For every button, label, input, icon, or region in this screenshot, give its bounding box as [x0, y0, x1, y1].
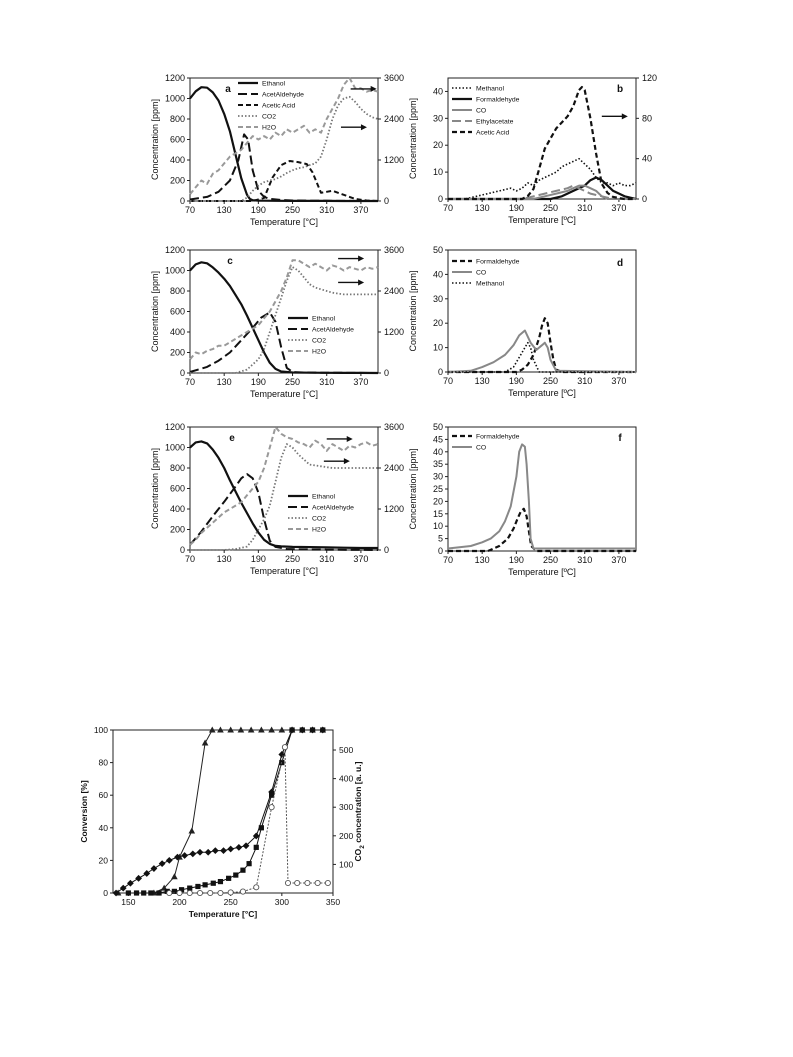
legend-label: CO2	[262, 113, 276, 121]
y-tick-label: 40	[432, 446, 443, 457]
x-tick-label: 310	[319, 554, 335, 564]
x-tick-label: 70	[184, 377, 196, 387]
x-tick-label: 250	[543, 203, 559, 213]
legend-label: H2O	[262, 124, 276, 132]
y-tick-label: 10	[432, 521, 443, 532]
y-axis-title: Concentration [ppm]	[150, 98, 160, 181]
y-tick-label: 40	[432, 269, 443, 280]
x-tick-label: 310	[577, 376, 593, 386]
x-tick-label: 310	[319, 377, 335, 387]
y-tick-label: 0	[179, 368, 185, 378]
y-tick-label: 1000	[164, 93, 185, 104]
x-axis-title: Temperature [°C]	[249, 566, 319, 576]
y-tick-label: 20	[98, 855, 108, 866]
data-point-square	[240, 868, 245, 873]
x-tick-label: 250	[543, 376, 559, 386]
y2-tick-label: 0	[384, 545, 390, 555]
y-tick-label: 200	[169, 347, 185, 358]
y-tick-label: 20	[432, 496, 443, 507]
y-tick-label: 25	[432, 484, 443, 494]
y-tick-label: 0	[179, 196, 185, 206]
data-point-square	[246, 861, 251, 866]
panel-label: f	[618, 433, 622, 444]
y-tick-label: 0	[437, 367, 443, 377]
data-point-circle	[167, 890, 172, 895]
x-tick-label: 130	[216, 377, 232, 387]
x-tick-label: 130	[474, 376, 490, 386]
x-tick-label: 190	[250, 205, 266, 215]
data-point-square	[187, 886, 192, 891]
y-tick-label: 1000	[164, 265, 185, 276]
panel-label: a	[225, 84, 231, 95]
y2-tick-label: 0	[642, 194, 648, 204]
data-point-circle	[208, 890, 213, 895]
y-tick-label: 50	[432, 245, 443, 255]
legend-label: Ethanol	[262, 80, 286, 88]
x-tick-label: 310	[319, 205, 335, 215]
legend-label: Acetic Acid	[476, 129, 510, 137]
y2-tick-label: 80	[642, 113, 653, 124]
data-point-square	[300, 727, 305, 732]
y2-axis-title-part: CO	[353, 848, 363, 862]
data-point-square	[254, 845, 259, 850]
legend-label: H2O	[312, 348, 326, 356]
panel-label: b	[616, 84, 624, 95]
y-tick-label: 200	[169, 175, 185, 186]
y2-axis-title-part: concentration [a. u.]	[353, 761, 363, 846]
y2-tick-label: 3600	[384, 422, 405, 432]
y-tick-label: 20	[432, 318, 443, 329]
x-tick-label: 190	[250, 554, 266, 564]
y-tick-label: 800	[169, 286, 185, 296]
x-tick-label: 190	[250, 377, 266, 387]
legend-label: Ethanol	[312, 493, 336, 501]
y-tick-label: 30	[432, 113, 443, 124]
y-tick-label: 50	[432, 422, 443, 432]
y2-tick-label: 3600	[384, 245, 405, 255]
data-point-square	[310, 727, 315, 732]
y2-tick-label: 2400	[384, 286, 405, 296]
y-tick-label: 30	[432, 471, 443, 482]
data-point-square	[320, 727, 325, 732]
x-tick-label: 70	[442, 203, 454, 213]
y2-tick-label: 1200	[384, 327, 405, 337]
x-tick-label: 370	[353, 205, 369, 215]
x-tick-label: 70	[184, 205, 196, 215]
y-axis-title: Concentration [ppm]	[408, 448, 418, 530]
y-tick-label: 600	[169, 483, 185, 494]
data-point-circle	[177, 890, 182, 895]
y-tick-label: 10	[432, 342, 443, 353]
y2-tick-label: 0	[384, 196, 390, 206]
y-tick-label: 20	[432, 140, 443, 151]
y2-tick-label: 400	[339, 773, 354, 784]
legend-label: CO	[476, 444, 487, 452]
x-tick-label: 350	[325, 897, 341, 907]
data-point-square	[233, 872, 238, 877]
x-tick-label: 250	[223, 897, 238, 907]
data-point-circle	[325, 880, 330, 885]
x-tick-label: 70	[442, 555, 454, 565]
x-tick-label: 130	[474, 555, 490, 565]
data-point-square	[259, 825, 264, 830]
data-point-square	[148, 890, 153, 895]
y-axis-title: Concentration [ppm]	[150, 447, 160, 530]
data-point-square	[195, 884, 200, 889]
panel-label: e	[229, 433, 235, 444]
y2-axis-title-part: 2	[359, 845, 366, 849]
y-tick-label: 800	[169, 463, 185, 473]
data-point-circle	[305, 880, 310, 885]
data-point-circle	[187, 890, 192, 895]
y-tick-label: 15	[432, 508, 443, 519]
x-tick-label: 370	[611, 555, 627, 565]
legend-label: Formaldehyde	[476, 96, 520, 104]
y-tick-label: 30	[432, 293, 443, 304]
y-tick-label: 600	[169, 134, 185, 145]
data-point-square	[289, 727, 294, 732]
data-point-square	[156, 890, 161, 895]
data-point-circle	[254, 885, 259, 890]
y-tick-label: 400	[169, 327, 185, 337]
data-point-circle	[228, 890, 233, 895]
y-tick-label: 0	[179, 545, 185, 555]
legend-label: CO2	[312, 515, 326, 523]
y-axis-title: Concentration [ppm]	[408, 270, 418, 352]
y-tick-label: 100	[93, 725, 108, 735]
x-axis-title: Temperature [°C]	[188, 909, 258, 919]
y2-tick-label: 500	[339, 745, 354, 756]
data-point-square	[211, 881, 216, 886]
y2-tick-label: 2400	[384, 114, 405, 124]
y2-tick-label: 120	[642, 73, 658, 83]
x-tick-label: 250	[543, 555, 559, 565]
legend-label: CO	[476, 107, 487, 115]
y-tick-label: 35	[432, 459, 443, 470]
data-point-square	[202, 882, 207, 887]
data-point-circle	[197, 890, 202, 895]
y-tick-label: 45	[432, 434, 443, 445]
legend-label: CO	[476, 269, 487, 277]
x-tick-label: 250	[285, 205, 301, 215]
x-tick-label: 310	[577, 203, 593, 213]
y-tick-label: 40	[432, 86, 443, 97]
x-axis-title: Temperature [°C]	[249, 217, 319, 227]
y2-tick-label: 1200	[384, 155, 405, 165]
y2-tick-label: 3600	[384, 73, 405, 83]
y2-tick-label: 40	[642, 153, 653, 164]
y-axis-title: Concentration [ppm]	[150, 270, 160, 353]
x-tick-label: 70	[442, 376, 454, 386]
x-tick-label: 250	[285, 377, 301, 387]
data-point-square	[141, 890, 146, 895]
x-tick-label: 150	[121, 897, 136, 907]
x-tick-label: 130	[216, 554, 232, 564]
x-tick-label: 370	[353, 554, 369, 564]
legend-label: Formaldehyde	[476, 258, 520, 266]
x-tick-label: 370	[611, 203, 627, 213]
data-point-circle	[285, 880, 290, 885]
data-point-circle	[282, 745, 287, 750]
x-tick-label: 130	[474, 203, 490, 213]
data-point-circle	[269, 805, 274, 810]
legend-label: CO2	[312, 337, 326, 345]
x-axis-title: Temperature [°C]	[249, 389, 319, 399]
y2-tick-label: 200	[339, 830, 354, 841]
data-point-square	[226, 876, 231, 881]
legend-label: AcetAldehyde	[262, 91, 304, 99]
x-tick-label: 70	[184, 554, 196, 564]
data-point-circle	[315, 880, 320, 885]
y2-tick-label: 1200	[384, 504, 405, 514]
x-tick-label: 130	[216, 205, 232, 215]
x-tick-label: 300	[274, 897, 289, 907]
legend-label: H2O	[312, 526, 326, 534]
legend-label: Formaldehyde	[476, 433, 520, 441]
y-tick-label: 1000	[164, 442, 185, 453]
data-point-circle	[218, 890, 223, 895]
x-tick-label: 190	[508, 203, 524, 213]
y-tick-label: 80	[98, 757, 108, 768]
legend-label: Ethanol	[312, 315, 336, 323]
y2-tick-label: 300	[339, 802, 354, 813]
y-tick-label: 800	[169, 114, 185, 124]
x-tick-label: 370	[353, 377, 369, 387]
x-axis-title: Temperature [ºC]	[508, 388, 576, 398]
y2-tick-label: 0	[384, 368, 390, 378]
y-tick-label: 5	[437, 533, 443, 544]
data-point-circle	[240, 889, 245, 894]
x-tick-label: 200	[172, 897, 187, 907]
data-point-circle	[295, 880, 300, 885]
y-tick-label: 10	[432, 167, 443, 178]
y-tick-label: 400	[169, 155, 185, 165]
x-tick-label: 310	[577, 555, 593, 565]
data-point-square	[126, 890, 131, 895]
legend-label: Acetic Acid	[262, 102, 296, 110]
legend-label: Methanol	[476, 280, 504, 288]
legend-label: Ethylacetate	[476, 118, 514, 126]
x-tick-label: 250	[285, 554, 301, 564]
y-tick-label: 600	[169, 306, 185, 317]
y2-tick-label: 2400	[384, 463, 405, 473]
x-axis-title: Temperature [ºC]	[508, 567, 576, 577]
y-tick-label: 1200	[164, 73, 185, 83]
y-tick-label: 400	[169, 504, 185, 514]
legend-label: Methanol	[476, 85, 504, 93]
x-tick-label: 370	[611, 376, 627, 386]
y-tick-label: 0	[437, 194, 443, 204]
panel-label: c	[227, 256, 233, 267]
x-tick-label: 190	[508, 555, 524, 565]
y-axis-title: Conversion [%]	[79, 780, 89, 843]
y-tick-label: 60	[98, 790, 108, 801]
legend-label: AcetAldehyde	[312, 504, 354, 512]
data-point-square	[134, 890, 139, 895]
y-tick-label: 1200	[164, 245, 185, 255]
y-tick-label: 1200	[164, 422, 185, 432]
y-tick-label: 200	[169, 524, 185, 535]
y2-tick-label: 100	[339, 859, 354, 870]
panel-label: d	[616, 258, 624, 269]
x-axis-title: Temperature [ºC]	[508, 215, 576, 225]
y-axis-title: Concentration [ppm]	[408, 97, 418, 180]
x-tick-label: 190	[508, 376, 524, 386]
y-tick-label: 0	[437, 546, 443, 556]
y-tick-label: 0	[103, 888, 108, 898]
legend-label: AcetAldehyde	[312, 326, 354, 334]
data-point-square	[218, 879, 223, 884]
y-tick-label: 40	[98, 822, 108, 833]
